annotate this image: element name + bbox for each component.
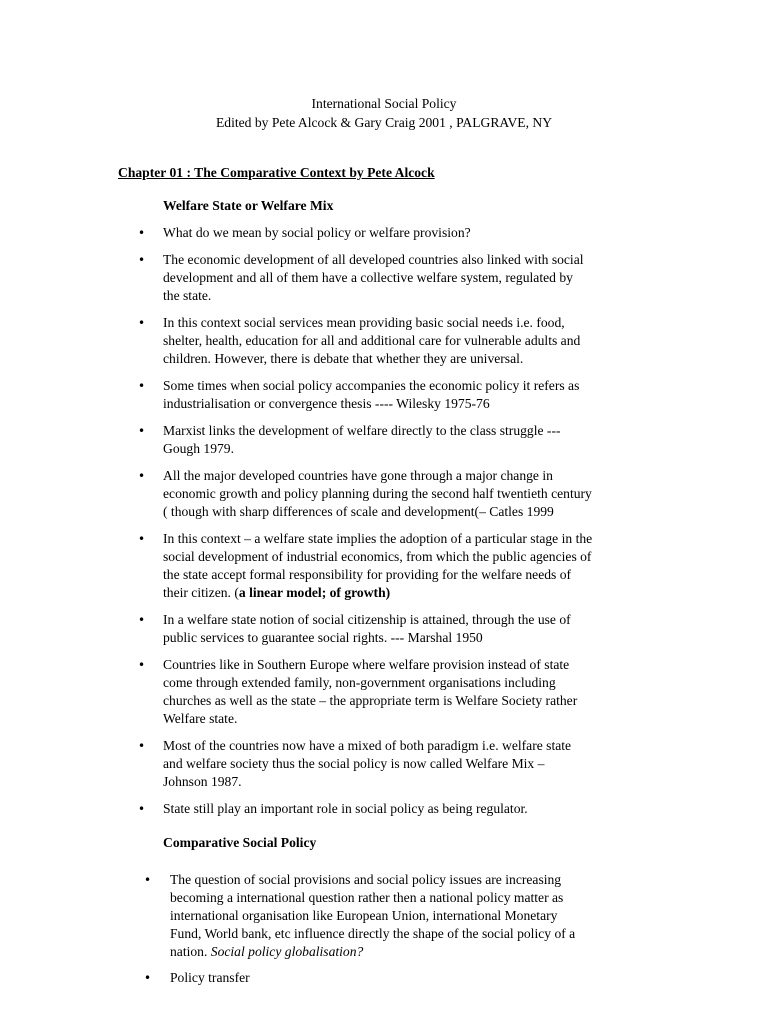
document-header [0,94,768,132]
bullet-mark: • [138,253,146,267]
bullet-item: • What do we mean by social policy or welfare provision? [136,224,656,242]
bullet-line: All the major developed countries have gone through a major change in [163,468,553,483]
comparative-bullet-2 [142,969,642,987]
bullet-line: industrialisation or convergence thesis ---- Wilesky 1975-76 [163,396,490,411]
bullet-line: Johnson 1987. [163,774,242,789]
book-editors: Edited by Pete Alcock & Gary Craig 2001 , PALGRAVE, NY [215,115,553,130]
bullet-line: shelter, health, education for all and additional care for vulnerable adults and [163,333,581,348]
bullet-line: Fund, World bank, etc influence directly the shape of the social policy of a [170,926,576,941]
bullet-line: The economic development of all developed countries also linked with social [163,252,584,267]
bullet-line: Most of the countries now have a mixed of both paradigm i.e. welfare state [163,738,572,753]
bullet-item [136,467,656,521]
bullet-line: Some times when social policy accompanies the economic policy it refers as [163,378,580,393]
chapter-heading: Chapter 01 : The Comparative Context by Pete Alcock [118,165,435,180]
bullet-item [136,530,656,602]
section-heading-comparative: Comparative Social Policy [163,835,317,850]
book-title: International Social Policy [311,96,457,111]
bullet-line: Countries like in Southern Europe where welfare provision instead of state [163,657,570,672]
section-heading-welfare-mix: Welfare State or Welfare Mix [163,198,334,213]
bullet-line: Policy transfer [170,970,250,985]
bullet-mark: • [138,739,146,753]
bullet-line: public services to guarantee social rights. --- Marshal 1950 [163,630,483,645]
bullet-mark: • [138,379,146,393]
bullet-line: social development of industrial economics, from which the public agencies of [163,549,592,564]
comparative-bullet-1 [142,871,642,961]
bullet-line: State still play an important role in social policy as being regulator. [163,801,528,816]
bullet-mark: • [144,971,152,985]
bullet-item [136,251,656,305]
bullet-line: In this context – a welfare state implies the adoption of a particular stage in the [163,531,593,546]
bullet-line: becoming a international question rather then a national policy matter as [170,890,564,905]
bullet-line-last [163,584,656,602]
bullet-line: churches as well as the state – the appropriate term is Welfare Society rather [163,693,578,708]
bullet-text: their citizen. ( [163,585,239,600]
bold-phrase: a linear model; of growth) [238,585,391,600]
bullet-line: the state accept formal responsibility for providing for the welfare needs of [163,567,572,582]
bullet-mark: • [138,424,146,438]
bullet-mark: • [138,316,146,330]
bullet-line: In this context social services mean providing basic social needs i.e. food, [163,315,565,330]
bullet-mark: • [144,873,152,887]
bullet-text: nation. [170,944,211,959]
bullet-item [136,422,656,458]
bullet-item [136,656,656,728]
bullet-item [136,800,656,818]
bullet-line: In a welfare state notion of social citizenship is attained, through the use of [163,612,571,627]
bullet-line: the state. [163,288,212,303]
bullet-mark: • [138,469,146,483]
bullet-item [136,611,656,647]
bullet-line: Marxist links the development of welfare directly to the class struggle --- [163,423,561,438]
bullet-line: Welfare state. [163,711,238,726]
bullet-line: Gough 1979. [163,441,234,456]
bullet-line: children. However, there is debate that whether they are universal. [163,351,524,366]
bullet-item [136,737,656,791]
bullet-line: ( though with sharp differences of scale and development(– Catles 1999 [163,504,554,519]
bullet-mark: • [138,802,146,816]
bullet-line: What do we mean by social policy or welfare provision? [163,225,471,240]
bullet-line-last [170,943,642,961]
bullet-item [136,314,656,368]
italic-question: Social policy globalisation? [210,944,364,959]
bullet-line: international organisation like European Union, international Monetary [170,908,558,923]
bullet-line: The question of social provisions and social policy issues are increasing [170,872,562,887]
bullet-item [136,377,656,413]
bullet-mark: • [138,613,146,627]
bullet-line: economic growth and policy planning during the second half twentieth century [163,486,592,501]
bullet-line: and welfare society thus the social policy is now called Welfare Mix – [163,756,545,771]
bullet-line: development and all of them have a collective welfare system, regulated by [163,270,573,285]
bullet-mark: • [138,532,146,546]
bullet-mark: • [138,658,146,672]
bullet-line: come through extended family, non-government organisations including [163,675,556,690]
